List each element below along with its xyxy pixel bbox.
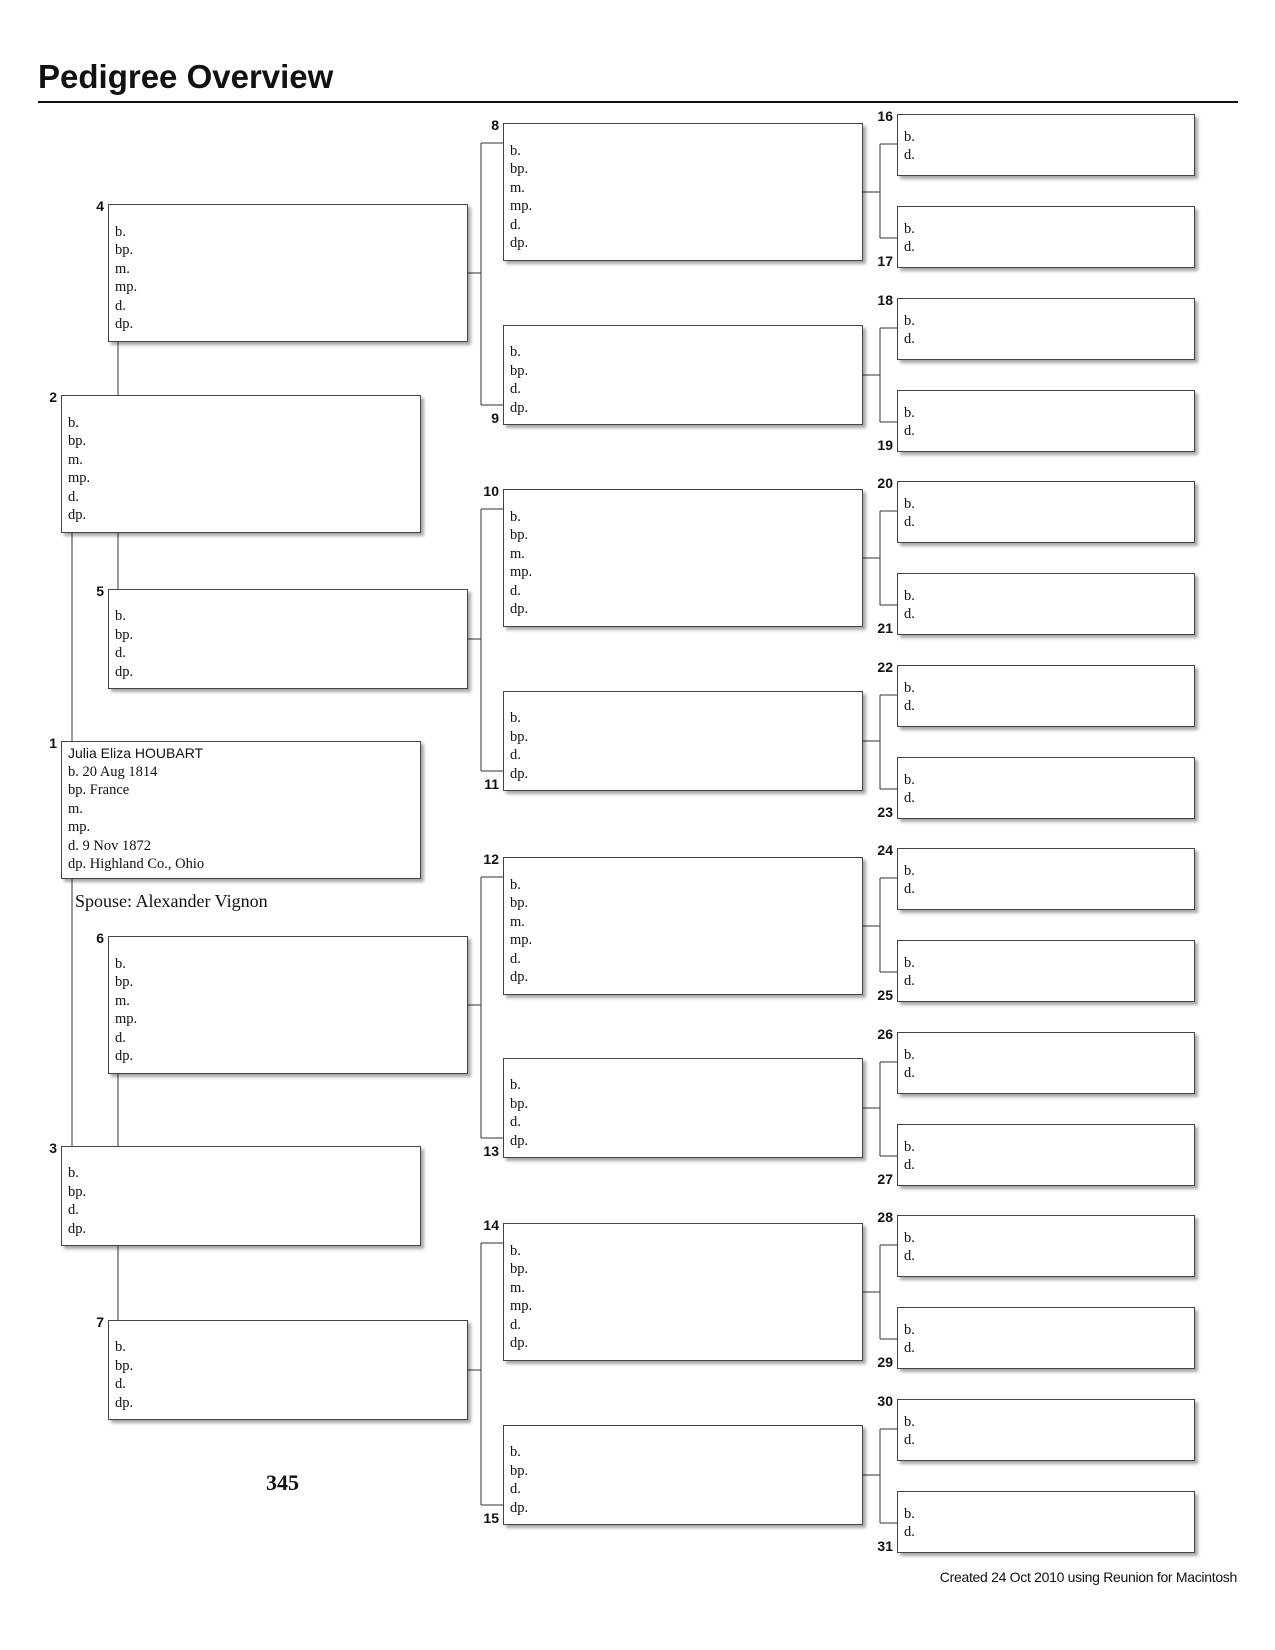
person-number-2: 2 [49, 389, 57, 405]
person-number-3: 3 [49, 1140, 57, 1156]
person-details [510, 343, 858, 417]
person-detail-line: b. [115, 955, 126, 972]
person-detail-line: d. [510, 1481, 521, 1497]
person-details [904, 220, 1190, 257]
person-detail-line: b. [115, 1339, 126, 1355]
person-detail-line: dp. [115, 316, 134, 332]
person-details [510, 1076, 858, 1150]
person-detail-line: dp. [510, 969, 529, 985]
person-detail-line: d. [904, 147, 915, 163]
person-box-10 [503, 489, 863, 627]
person-detail-line: bp. [115, 242, 134, 258]
person-box-23 [897, 757, 1195, 819]
person-detail-line: m. [510, 545, 525, 562]
person-detail-line: b. [904, 1229, 915, 1246]
person-number-13: 13 [483, 1143, 499, 1159]
person-detail-line: mp. [510, 1298, 533, 1314]
person-detail-line: mp. [115, 279, 138, 295]
person-details [510, 1443, 858, 1517]
person-detail-line: m. [68, 800, 83, 817]
person-box-12 [503, 857, 863, 995]
person-number-18: 18 [877, 292, 893, 308]
person-details [510, 508, 858, 619]
person-detail-line: b. [510, 142, 521, 159]
person-details [510, 1242, 858, 1353]
person-detail-line: b. [904, 495, 915, 512]
person-detail-line: b. [904, 128, 915, 145]
person-detail-line: d. [115, 1029, 126, 1046]
person-detail-line: d. [904, 790, 915, 806]
person-detail-line: bp. [510, 161, 529, 177]
person-detail-line: bp. [510, 362, 529, 379]
person-box-21 [897, 573, 1195, 635]
person-detail-line: dp. [68, 507, 87, 523]
person-box-20 [897, 481, 1195, 543]
person-detail-line: b. [68, 414, 79, 431]
person-number-23: 23 [877, 804, 893, 820]
person-box-26 [897, 1032, 1195, 1094]
person-detail-line: bp. [115, 1357, 134, 1374]
person-details [904, 312, 1190, 349]
spouse-label: Spouse: Alexander Vignon [75, 891, 268, 911]
person-detail-line: bp. [115, 626, 134, 643]
person-detail-line: b. [904, 1505, 915, 1522]
person-number-30: 30 [877, 1393, 893, 1409]
person-detail-line: b. [68, 1165, 79, 1181]
person-detail-line: d. [904, 973, 915, 989]
person-box-19 [897, 390, 1195, 452]
person-box-7 [108, 1320, 468, 1420]
person-details [68, 744, 416, 874]
person-detail-line: d. [510, 582, 521, 599]
person-number-17: 17 [877, 253, 893, 269]
person-box-4 [108, 204, 468, 342]
page-number: 345 [266, 1470, 299, 1495]
person-details [904, 771, 1190, 808]
person-box-28 [897, 1215, 1195, 1277]
person-number-5: 5 [96, 583, 104, 599]
person-details [68, 414, 416, 525]
person-detail-line: d. [904, 698, 915, 714]
person-detail-line: d. [904, 1432, 915, 1448]
person-box-25 [897, 940, 1195, 1002]
person-details [510, 709, 858, 783]
person-detail-line: dp. [510, 235, 529, 251]
person-detail-line: bp. [68, 1183, 87, 1200]
person-number-21: 21 [877, 620, 893, 636]
person-detail-line: dp. [115, 1048, 134, 1064]
person-detail-line: m. [115, 260, 130, 277]
person-detail-line: m. [510, 179, 525, 196]
person-box-14 [503, 1223, 863, 1361]
person-box-17 [897, 206, 1195, 268]
person-number-6: 6 [96, 930, 104, 946]
person-detail-line: bp. [510, 1462, 529, 1479]
person-number-14: 14 [483, 1217, 499, 1233]
person-detail-line: d. [510, 747, 521, 763]
person-detail-line: d. [904, 606, 915, 622]
person-details [510, 876, 858, 987]
person-detail-line: b. [510, 1077, 521, 1093]
person-box-11 [503, 691, 863, 791]
person-detail-line: mp. [510, 198, 533, 214]
person-detail-line: d. [115, 1376, 126, 1392]
person-box-1 [61, 741, 421, 879]
person-detail-line: d. [68, 1202, 79, 1218]
person-details [904, 1505, 1190, 1542]
person-detail-line: d. [904, 1340, 915, 1356]
person-box-22 [897, 665, 1195, 727]
person-detail-line: mp. [510, 932, 533, 948]
person-box-15 [503, 1425, 863, 1525]
person-details [904, 404, 1190, 441]
person-detail-line: b. [904, 1046, 915, 1063]
person-detail-line: d. [904, 331, 915, 347]
person-number-19: 19 [877, 437, 893, 453]
person-number-9: 9 [491, 410, 499, 426]
person-number-25: 25 [877, 987, 893, 1003]
person-detail-line: bp. [510, 728, 529, 745]
person-detail-line: mp. [68, 470, 91, 486]
person-detail-line: b. [904, 312, 915, 329]
person-details [904, 1229, 1190, 1266]
person-detail-line: b. [904, 1413, 915, 1430]
person-detail-line: dp. [510, 1499, 529, 1516]
person-details [904, 587, 1190, 624]
person-details [904, 1046, 1190, 1083]
person-details [904, 1413, 1190, 1450]
person-number-16: 16 [877, 108, 893, 124]
person-detail-line: b. [510, 1444, 521, 1460]
person-details [115, 1338, 463, 1412]
person-box-18 [897, 298, 1195, 360]
person-box-30 [897, 1399, 1195, 1461]
person-box-5 [108, 589, 468, 689]
person-detail-line: dp. [115, 663, 134, 680]
person-details [510, 142, 858, 253]
person-detail-line: d. [115, 645, 126, 661]
person-details [904, 128, 1190, 165]
person-box-6 [108, 936, 468, 1074]
person-number-27: 27 [877, 1171, 893, 1187]
person-detail-line: b. [115, 223, 126, 240]
person-number-31: 31 [877, 1538, 893, 1554]
person-details [68, 1164, 416, 1238]
person-detail-line: d. [68, 488, 79, 505]
person-number-22: 22 [877, 659, 893, 675]
person-number-24: 24 [877, 842, 893, 858]
person-detail-line: d. [510, 1114, 521, 1130]
person-number-26: 26 [877, 1026, 893, 1042]
person-details [904, 495, 1190, 532]
person-number-15: 15 [483, 1510, 499, 1526]
person-details [904, 954, 1190, 991]
person-detail-line: b. [904, 1321, 915, 1338]
person-detail-line: m. [510, 913, 525, 930]
person-detail-line: d. [904, 514, 915, 530]
person-box-24 [897, 848, 1195, 910]
footer-credit: Created 24 Oct 2010 using Reunion for Macintosh [939, 1569, 1237, 1585]
person-details [115, 223, 463, 334]
person-detail-line: dp. [510, 601, 529, 617]
person-detail-line: dp. [510, 399, 529, 416]
person-detail-line: bp. France [68, 782, 130, 798]
person-detail-line: d. [904, 1524, 915, 1540]
person-number-4: 4 [96, 198, 104, 214]
person-number-20: 20 [877, 475, 893, 491]
person-detail-line: m. [68, 451, 83, 468]
person-number-29: 29 [877, 1354, 893, 1370]
person-box-31 [897, 1491, 1195, 1553]
person-detail-line: b. [510, 508, 521, 525]
person-detail-line: b. [904, 587, 915, 604]
person-name: Julia Eliza HOUBART [68, 745, 204, 761]
person-detail-line: dp. Highland Co., Ohio [68, 856, 205, 872]
person-number-7: 7 [96, 1314, 104, 1330]
person-box-9 [503, 325, 863, 425]
person-detail-line: b. [510, 1242, 521, 1259]
person-detail-line: b. [115, 608, 126, 624]
person-detail-line: dp. [510, 1132, 529, 1149]
person-detail-line: d. [904, 881, 915, 897]
person-detail-line: b. [510, 710, 521, 726]
person-detail-line: d. [510, 381, 521, 397]
person-number-28: 28 [877, 1209, 893, 1225]
person-number-11: 11 [484, 776, 499, 792]
person-details [904, 1321, 1190, 1358]
person-detail-line: bp. [510, 1261, 529, 1277]
person-number-8: 8 [491, 117, 499, 133]
person-detail-line: d. [904, 423, 915, 439]
page-title: Pedigree Overview [38, 58, 334, 95]
person-detail-line: d. [904, 1065, 915, 1081]
person-box-13 [503, 1058, 863, 1158]
person-detail-line: b. [904, 862, 915, 879]
person-detail-line: bp. [510, 895, 529, 911]
person-detail-line: m. [115, 992, 130, 1009]
person-detail-line: b. 20 Aug 1814 [68, 763, 158, 780]
person-box-3 [61, 1146, 421, 1246]
person-detail-line: dp. [115, 1394, 134, 1411]
person-detail-line: b. [510, 344, 521, 360]
person-detail-line: bp. [115, 974, 134, 990]
person-details [904, 1138, 1190, 1175]
person-detail-line: d. 9 Nov 1872 [68, 837, 151, 854]
person-detail-line: d. [510, 950, 521, 967]
person-details [904, 862, 1190, 899]
person-number-1: 1 [49, 735, 57, 751]
person-detail-line: m. [510, 1279, 525, 1296]
person-detail-line: dp. [510, 765, 529, 782]
person-detail-line: d. [115, 297, 126, 314]
person-detail-line: bp. [510, 527, 529, 543]
person-detail-line: d. [904, 1157, 915, 1173]
person-details [115, 607, 463, 681]
person-detail-line: d. [904, 239, 915, 255]
person-detail-line: b. [510, 876, 521, 893]
person-detail-line: b. [904, 679, 915, 696]
person-detail-line: d. [510, 1316, 521, 1333]
person-detail-line: d. [904, 1248, 915, 1264]
person-detail-line: mp. [510, 564, 533, 580]
person-detail-line: b. [904, 1138, 915, 1155]
person-details [115, 955, 463, 1066]
person-box-27 [897, 1124, 1195, 1186]
person-number-10: 10 [483, 483, 499, 499]
person-detail-line: dp. [68, 1220, 87, 1237]
person-box-8 [503, 123, 863, 261]
person-number-12: 12 [483, 851, 499, 867]
person-detail-line: mp. [68, 819, 91, 835]
person-detail-line: b. [904, 954, 915, 971]
person-detail-line: dp. [510, 1335, 529, 1351]
person-detail-line: bp. [68, 433, 87, 449]
person-detail-line: b. [904, 404, 915, 421]
person-box-16 [897, 114, 1195, 176]
person-detail-line: b. [904, 220, 915, 237]
person-detail-line: d. [510, 216, 521, 233]
person-detail-line: bp. [510, 1095, 529, 1112]
person-details [904, 679, 1190, 716]
person-detail-line: b. [904, 771, 915, 788]
person-box-29 [897, 1307, 1195, 1369]
person-box-2 [61, 395, 421, 533]
person-detail-line: mp. [115, 1011, 138, 1027]
